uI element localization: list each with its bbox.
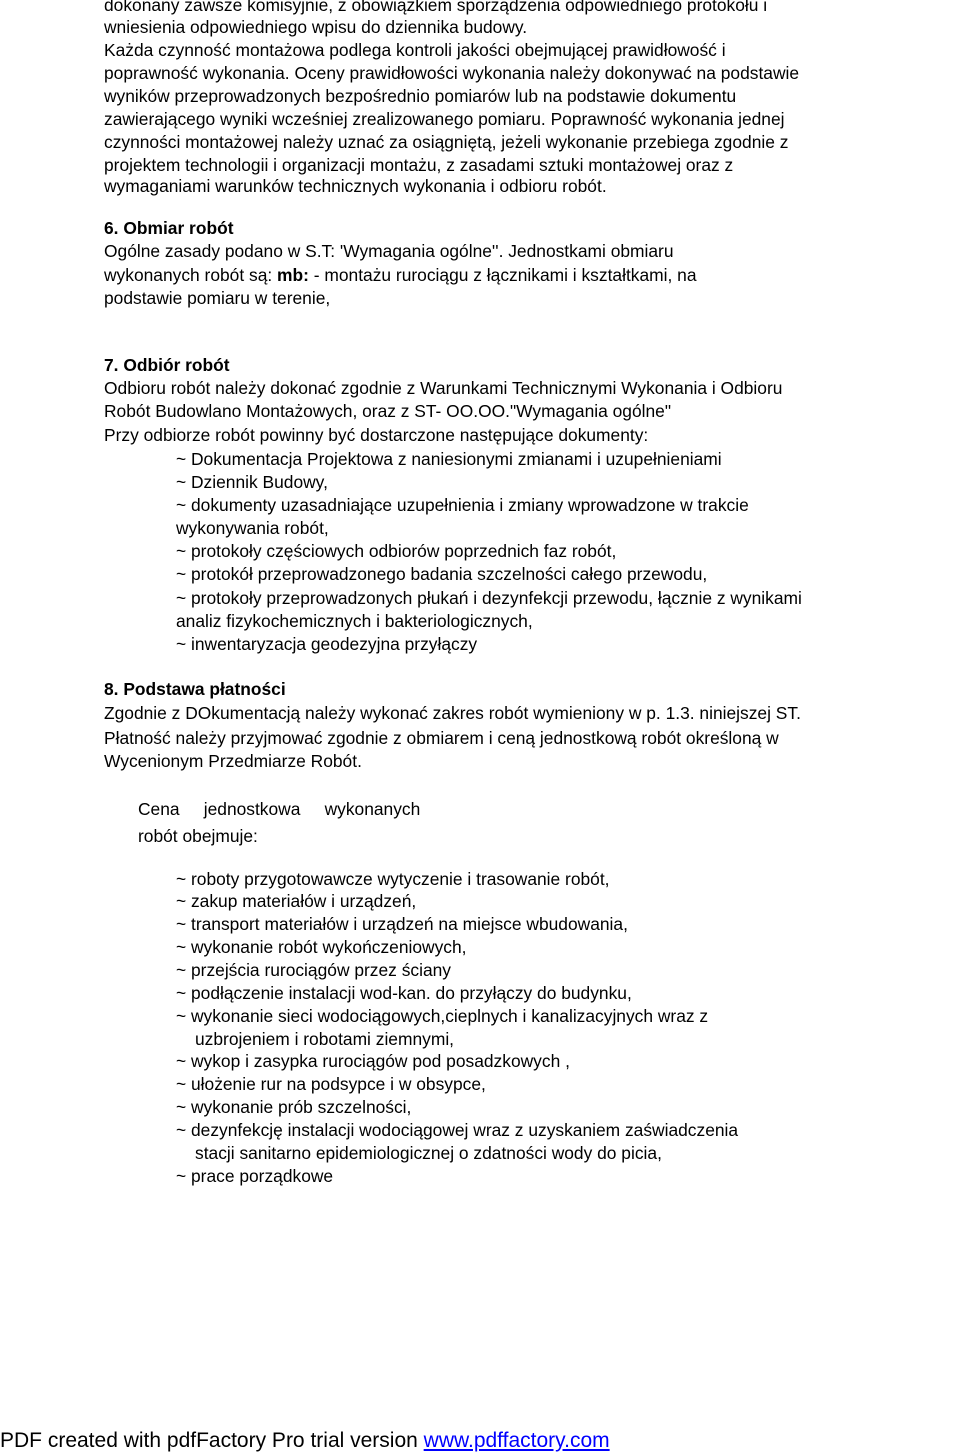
text-line: Odbioru robót należy dokonać zgodnie z Warunkami Technicznymi Wykonania i Odbioru xyxy=(104,378,783,398)
text-line: poprawność wykonania. Oceny prawidłowości wykonania należy dokonywać na podstawie xyxy=(104,63,800,83)
text-line: Zgodnie z DOkumentacją należy wykonać zakres robót wymieniony w p. 1.3. niniejszej ST. xyxy=(104,703,801,723)
list-item: ~ ułożenie rur na podsypce i w obsypce, xyxy=(176,1074,486,1094)
pdffactory-link[interactable]: www.pdffactory.com xyxy=(423,1429,610,1452)
list-item: ~ Dziennik Budowy, xyxy=(176,472,328,492)
list-item: ~ wykonanie robót wykończeniowych, xyxy=(176,937,467,957)
list-item: ~ protokoły przeprowadzonych płukań i dezynfekcji przewodu, łącznie z wynikami xyxy=(176,588,802,608)
text-line: Robót Budowlano Montażowych, oraz z ST- OO.OO."Wymagania ogólne" xyxy=(104,401,672,421)
list-item: uzbrojeniem i robotami ziemnymi, xyxy=(195,1029,455,1049)
text-span: - montażu rurociągu z łącznikami i kształtkami, na xyxy=(308,265,697,285)
text-line: wymaganiami warunków technicznych wykonania i odbioru robót. xyxy=(104,176,607,196)
list-item: ~ protokoły częściowych odbiorów poprzednich faz robót, xyxy=(176,541,617,561)
list-item: ~ podłączenie instalacji wod-kan. do przyłączy do budynku, xyxy=(176,983,632,1003)
list-item: ~ wykop i zasypka rurociągów pod posadzkowych , xyxy=(176,1051,570,1071)
list-item: ~ Dokumentacja Projektowa z naniesionymi zmianami i uzupełnieniami xyxy=(176,449,722,469)
text-line: Wycenionym Przedmiarze Robót. xyxy=(104,751,362,771)
text-line: Każda czynność montażowa podlega kontroli jakości obejmującej prawidłowość i xyxy=(104,40,726,60)
text-span: wykonanych robót są: xyxy=(104,265,278,285)
list-item: ~ transport materiałów i urządzeń na miejsce wbudowania, xyxy=(176,914,628,934)
section-heading: 6. Obmiar robót xyxy=(104,218,234,238)
text-line: Przy odbiorze robót powinny być dostarczone następujące dokumenty: xyxy=(104,425,649,445)
list-item: ~ wykonanie sieci wodociągowych,cieplnych i kanalizacyjnych wraz z xyxy=(176,1006,709,1026)
list-item: ~ dezynfekcję instalacji wodociągowej wraz z uzyskaniem zaświadczenia xyxy=(176,1120,739,1140)
list-item: ~ dokumenty uzasadniające uzupełnienia i zmiany wprowadzone w trakcie xyxy=(176,495,749,515)
text-line: Cena jednostkowa wykonanych xyxy=(138,799,421,819)
text-line: projektem technologii i organizacji montażu, z zasadami sztuki montażowej oraz z xyxy=(104,155,734,175)
text-line: wyników przeprowadzonych bezpośrednio pomiarów lub na podstawie dokumentu xyxy=(104,86,737,106)
list-item: ~ protokół przeprowadzonego badania szczelności całego przewodu, xyxy=(176,564,708,584)
text-line: wniesienia odpowiedniego wpisu do dziennika budowy. xyxy=(104,17,528,37)
text-line: podstawie pomiaru w terenie, xyxy=(104,288,331,308)
list-item: ~ wykonanie prób szczelności, xyxy=(176,1097,412,1117)
list-item: ~ prace porządkowe xyxy=(176,1166,334,1186)
pdf-watermark-footer xyxy=(0,1428,610,1454)
text-line xyxy=(104,264,697,287)
unit-label: mb: xyxy=(277,265,309,285)
list-item: ~ roboty przygotowawcze wytyczenie i trasowanie robót, xyxy=(176,869,610,889)
text-line: zawierającego wyniki wcześniej zrealizowanego pomiaru. Poprawność wykonania jednej xyxy=(104,109,785,129)
text-line: dokonany zawsze komisyjnie, z obowiązkiem sporządzenia odpowiedniego protokołu i xyxy=(104,0,768,15)
footer-text: PDF created with pdfFactory Pro trial version xyxy=(0,1429,424,1452)
list-item: stacji sanitarno epidemiologicznej o zdatności wody do picia, xyxy=(195,1143,662,1163)
section-heading: 7. Odbiór robót xyxy=(104,355,230,375)
section-heading: 8. Podstawa płatności xyxy=(104,679,286,699)
list-item: wykonywania robót, xyxy=(176,518,329,538)
text-line: robót obejmuje: xyxy=(138,826,258,846)
list-item: ~ przejścia rurociągów przez ściany xyxy=(176,960,451,980)
text-line: Płatność należy przyjmować zgodnie z obmiarem i ceną jednostkową robót określoną w xyxy=(104,728,779,748)
list-item: analiz fizykochemicznych i bakteriologicznych, xyxy=(176,611,533,631)
text-line: Ogólne zasady podano w S.T: 'Wymagania ogólne''. Jednostkami obmiaru xyxy=(104,241,674,261)
text-line: czynności montażowej należy uznać za osiągniętą, jeżeli wykonanie przebiega zgodnie z xyxy=(104,132,789,152)
list-item: ~ inwentaryzacja geodezyjna przyłączy xyxy=(176,634,478,654)
list-item: ~ zakup materiałów i urządzeń, xyxy=(176,891,417,911)
